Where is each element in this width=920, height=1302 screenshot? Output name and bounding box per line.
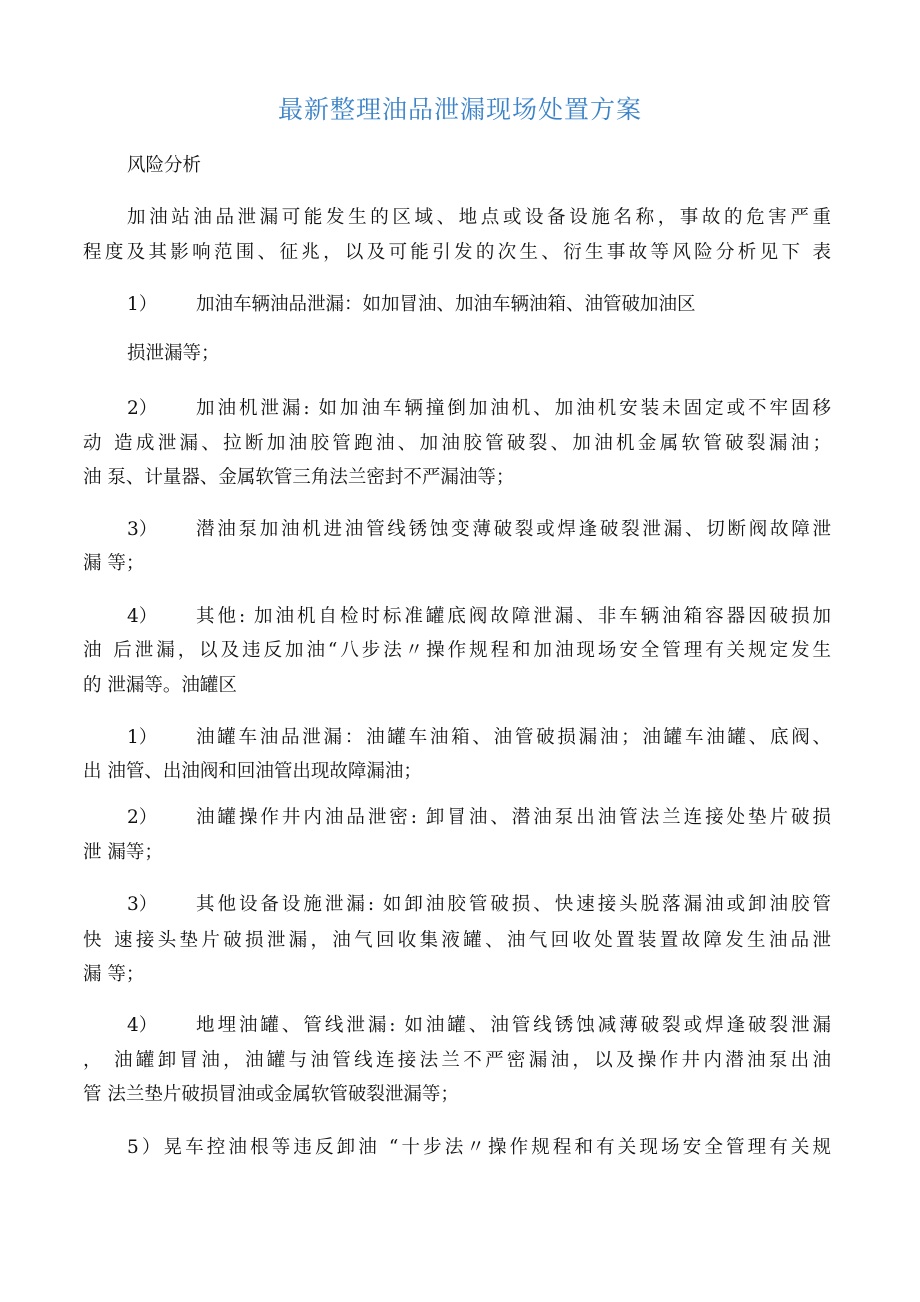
section-heading: 风险分析 [127, 155, 202, 176]
item-text: 加油车辆油品泄漏：如加冒油、加油车辆油箱、油管破加油区 [196, 294, 696, 315]
item-text: 其他: 加油机自检时标准罐底阀故障泄漏、非车辆油箱容器因破损加 [196, 606, 831, 627]
item-text: 油 后泄漏，以及违反加油“八步法〃操作规程和加油现场安全管理有关规定发生 [83, 640, 831, 661]
item-number: 4） [127, 606, 158, 627]
item-text: 加油机泄漏: 如加油车辆撞倒加油机、加油机安装未固定或不牢固移 [196, 398, 831, 419]
paragraph-line: 加油站油品泄漏可能发生的区域、地点或设备设施名称，事故的危害严重 [127, 207, 831, 228]
item-number: 1） [127, 294, 158, 315]
item-text: 其他设备设施泄漏: 如卸油胶管破损、快速接头脱落漏油或卸油胶管 [196, 894, 831, 915]
item-text: 动 造成泄漏、拉断加油胶管跑油、加油胶管破裂、加油机金属软管破裂漏油； [83, 433, 831, 454]
item-text: 潜油泵加油机进油管线锈蚀变薄破裂或焊逢破裂泄漏、切断阀故障泄 [196, 519, 831, 540]
item-text: 的 泄漏等。油罐区 [83, 675, 237, 696]
item-text: ， 油罐卸冒油，油罐与油管线连接法兰不严密漏油，以及操作井内潜油泵出油 [83, 1050, 831, 1071]
item-text: 地埋油罐、管线泄漏: 如油罐、油管线锈蚀减薄破裂或焊逢破裂泄漏 [196, 1015, 831, 1036]
list-item: 5）晃车控油根等违反卸油 “十步法〃操作规程和有关现场安全管理有关规 [127, 1137, 831, 1158]
item-number: 2） [127, 807, 158, 828]
item-text: 泄 漏等； [83, 842, 163, 863]
item-text: 油 泵、计量器、金属软管三角法兰密封不严漏油等； [83, 467, 515, 488]
item-number: 1） [127, 727, 158, 748]
item-number: 3） [127, 894, 158, 915]
item-number: 4） [127, 1015, 158, 1036]
item-text: 油罐车油品泄漏：油罐车油箱、油管破损漏油；油罐车油罐、底阀、 [196, 727, 831, 748]
item-number: 2） [127, 398, 158, 419]
item-text: 出 油管、出油阀和回油管出现故障漏油； [83, 761, 422, 782]
document-title: 最新整理油品泄漏现场处置方案 [277, 95, 642, 124]
item-text: 快 速接头垫片破损泄漏，油气回收集液罐、油气回收处置装置故障发生油品泄 [83, 930, 831, 951]
item-text: 漏 等； [83, 964, 145, 985]
item-text: 损泄漏等； [127, 343, 220, 364]
item-text: 漏 等； [83, 553, 145, 574]
item-number: 3） [127, 519, 158, 540]
item-text: 管 法兰垫片破损冒油或金属软管破裂泄漏等； [83, 1084, 459, 1105]
item-text: 油罐操作井内油品泄密: 卸冒油、潜油泵出油管法兰连接处垫片破损 [196, 807, 831, 828]
paragraph-line: 程度及其影响范围、征兆，以及可能引发的次生、衍生事故等风险分析见下 表 [83, 242, 831, 263]
